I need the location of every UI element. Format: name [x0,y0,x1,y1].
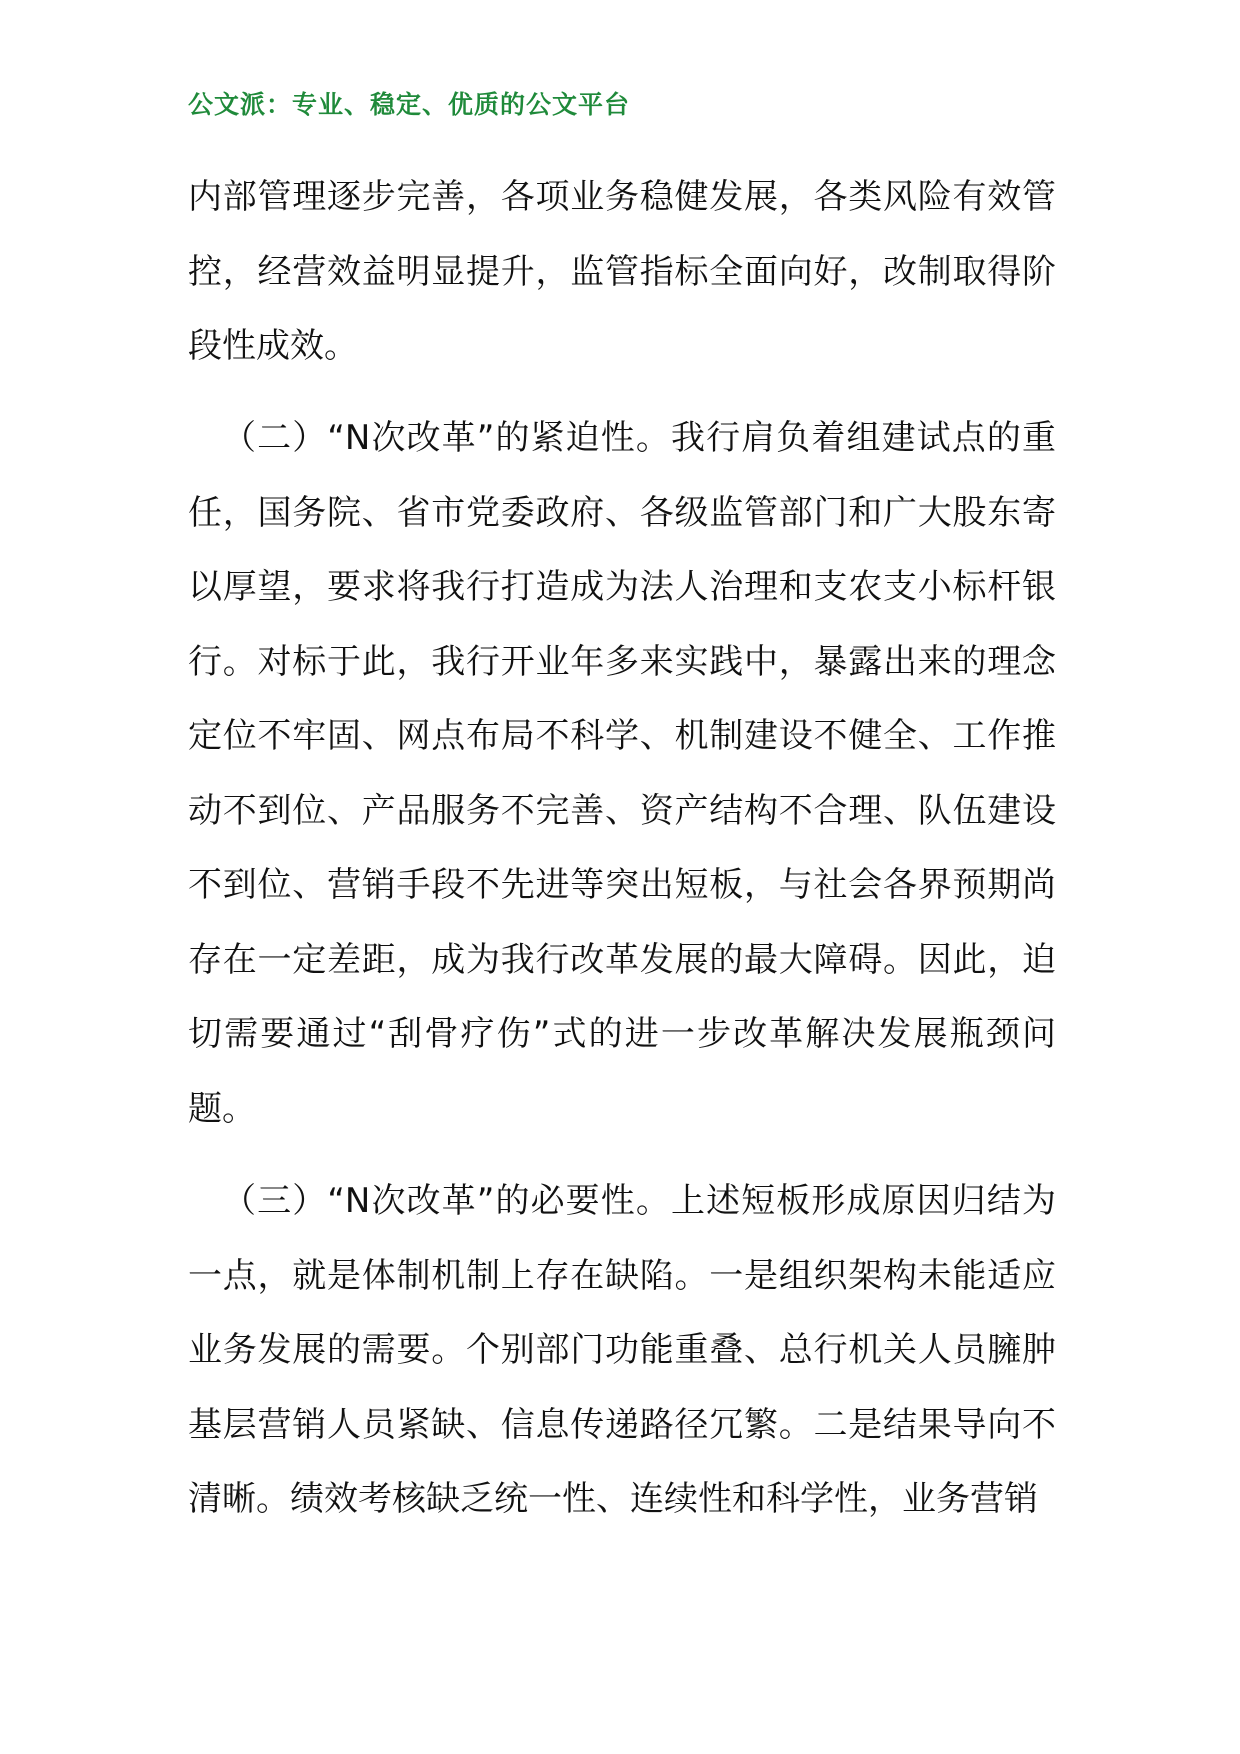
paragraph-1: 内部管理逐步完善，各项业务稳健发展，各类风险有效管控，经营效益明显提升，监管指标全面向好，改制取得阶段性成效。 [188,177,1056,366]
paragraph-3: （三）“N次改革”的必要性。上述短板形成原因归结为一点，就是体制机制上存在缺陷。一是组织架构未能适应业务发展的需要。个别部门功能重叠、总行机关人员臃肿基层营销人员紧缺、信息传递路径冗繁。二是结果导向不清晰。绩效考核缺乏统一性、连续性和科学性，业务营销 [188,1181,1056,1519]
paragraph-2: （二）“N次改革”的紧迫性。我行肩负着组建试点的重任，国务院、省市党委政府、各级监管部门和广大股东寄以厚望，要求将我行打造成为法人治理和支农支小标杆银行。对标于此，我行开业年多来实践中，暴露出来的理念定位不牢固、网点布局不科学、机制建设不健全、工作推动不到位、产品服务不完善、资产结构不合理、队伍建设不到位、营销手段不先进等突出短板，与社会各界预期尚存在一定差距，成为我行改革发展的最大障碍。因此，迫切需要通过“刮骨疗伤”式的进一步改革解决发展瓶颈问题。 [188,418,1056,1129]
document-header: 公文派：专业、稳定、优质的公文平台 [188,90,631,119]
